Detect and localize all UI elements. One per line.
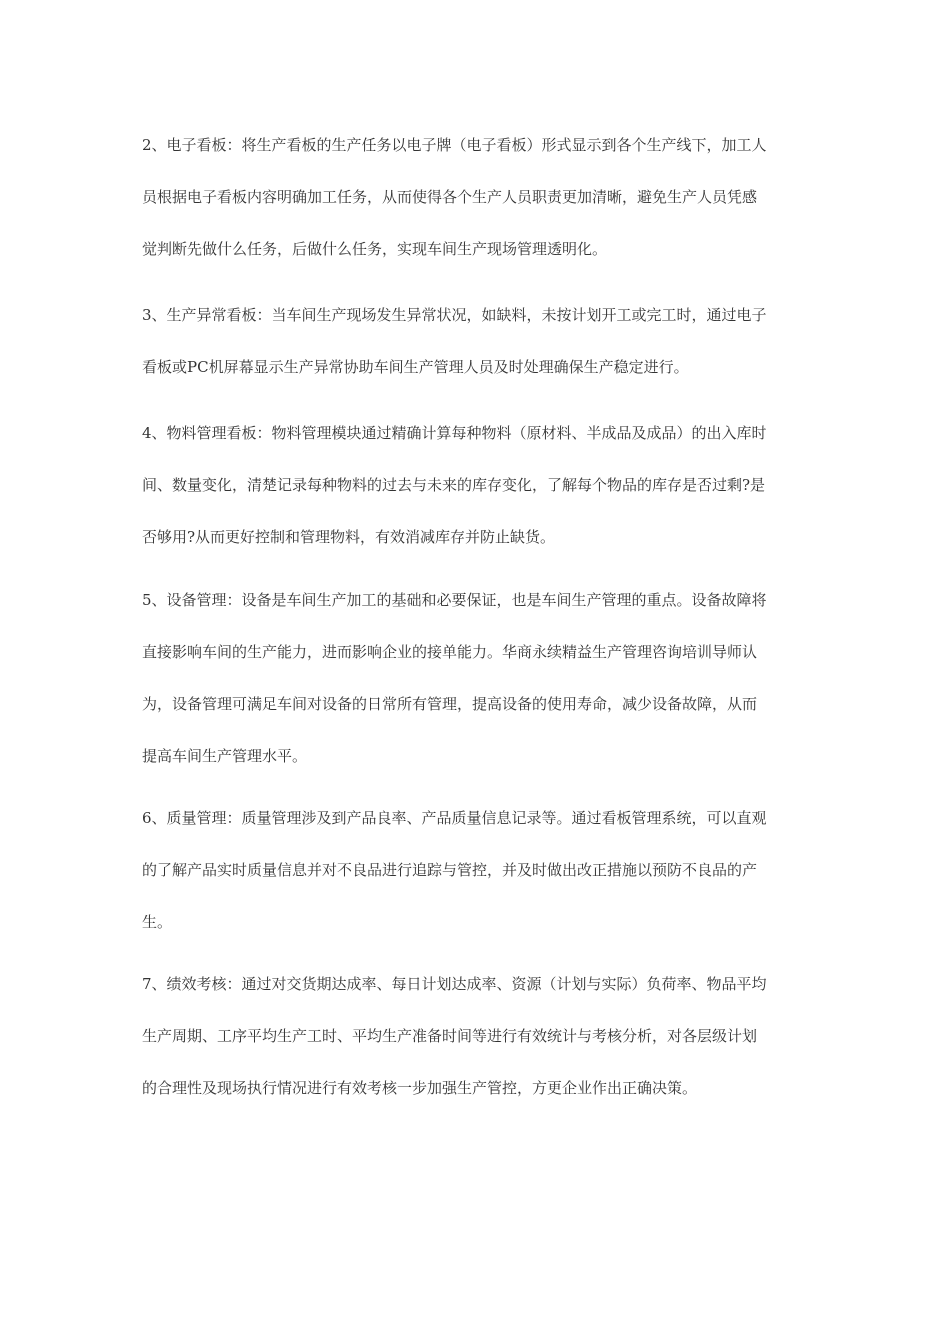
text-line: 为，设备管理可满足车间对设备的日常所有管理，提高设备的使用寿命，减少设备故障，从而 [142, 695, 758, 713]
text-line: 5、设备管理：设备是车间生产加工的基础和必要保证，也是车间生产管理的重点。设备故障将 [142, 591, 767, 609]
paragraph-electronic-kanban [142, 132, 767, 262]
text-line: 的了解产品实时质量信息并对不良品进行追踪与管控，并及时做出改正措施以预防不良品的产 [142, 861, 758, 879]
text-line: 的合理性及现场执行情况进行有效考核一步加强生产管控，方更企业作出正确决策。 [142, 1079, 698, 1097]
text-line: 生。 [142, 913, 173, 931]
text-line: 6、质量管理：质量管理涉及到产品良率、产品质量信息记录等。通过看板管理系统，可以直观 [142, 809, 767, 827]
text-line: 员根据电子看板内容明确加工任务，从而使得各个生产人员职责更加清晰，避免生产人员凭感 [142, 188, 758, 206]
text-line: 提高车间生产管理水平。 [142, 747, 308, 765]
paragraph-quality-management [142, 805, 767, 935]
text-line: 2、电子看板：将生产看板的生产任务以电子牌（电子看板）形式显示到各个生产线下，加工人 [142, 136, 767, 154]
paragraph-material-kanban [142, 420, 767, 550]
text-line: 间、数量变化，清楚记录每种物料的过去与未来的库存变化，了解每个物品的库存是否过剩?是 [142, 476, 766, 494]
paragraph-performance-assessment [142, 971, 767, 1101]
text-line: 看板或PC机屏幕显示生产异常协助车间生产管理人员及时处理确保生产稳定进行。 [142, 358, 689, 376]
text-line: 觉判断先做什么任务，后做什么任务，实现车间生产现场管理透明化。 [142, 240, 608, 258]
text-line: 3、生产异常看板：当车间生产现场发生异常状况，如缺料，未按计划开工或完工时，通过电子 [142, 306, 767, 324]
text-line: 否够用?从而更好控制和管理物料，有效消减库存并防止缺货。 [142, 528, 556, 546]
paragraph-equipment-management [142, 587, 767, 769]
paragraph-production-exception-kanban [142, 302, 767, 380]
text-line: 4、物料管理看板：物料管理模块通过精确计算每种物料（原材料、半成品及成品）的出入库时 [142, 424, 767, 442]
text-line: 直接影响车间的生产能力，进而影响企业的接单能力。华商永续精益生产管理咨询培训导师认 [142, 643, 758, 661]
text-line: 7、绩效考核：通过对交货期达成率、每日计划达成率、资源（计划与实际）负荷率、物品平均 [142, 975, 767, 993]
text-line: 生产周期、工序平均生产工时、平均生产准备时间等进行有效统计与考核分析，对各层级计划 [142, 1027, 758, 1045]
